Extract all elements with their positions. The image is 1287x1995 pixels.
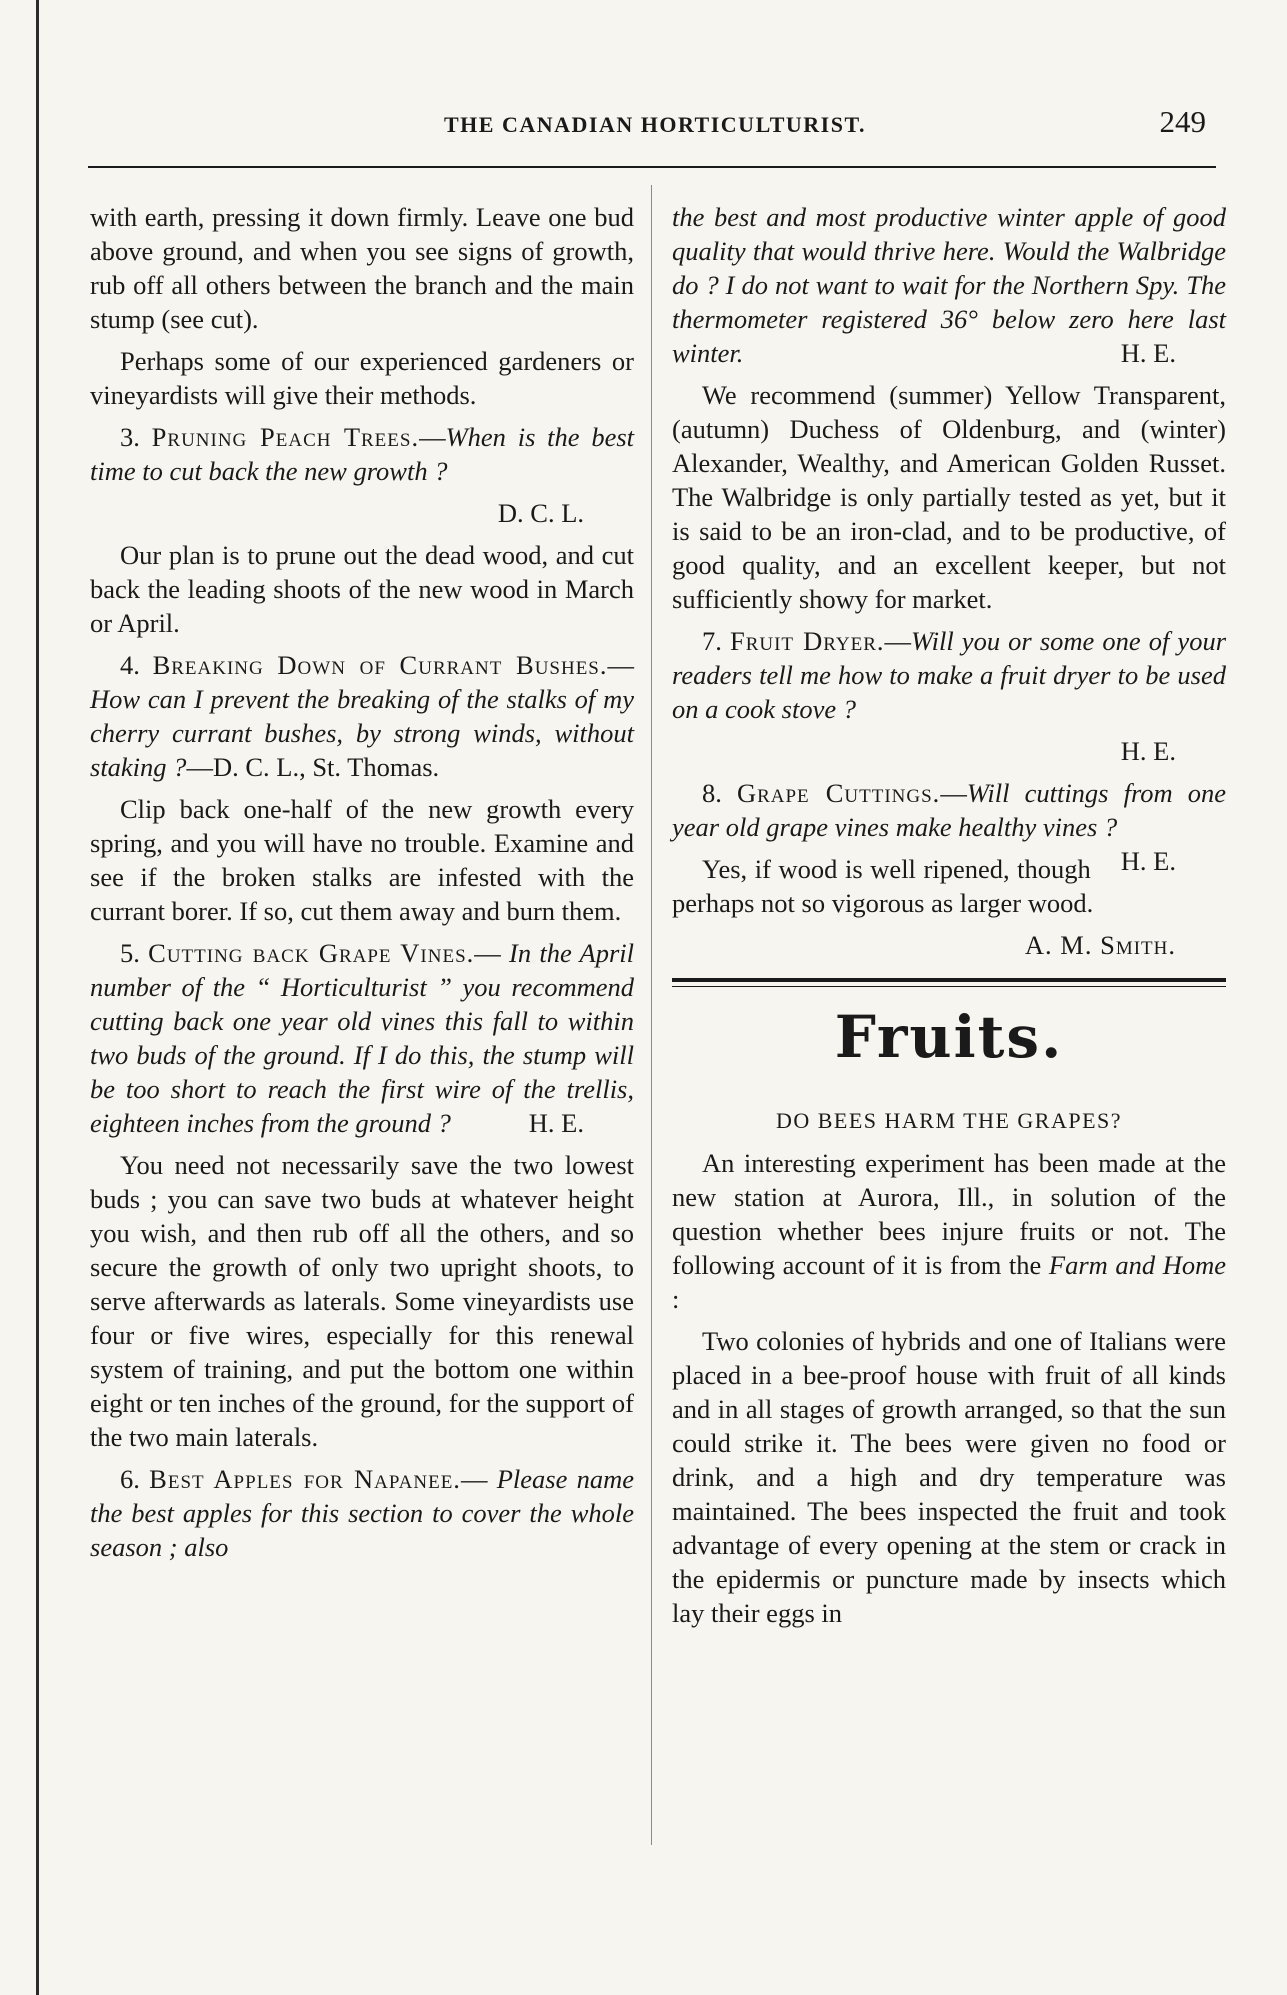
query-question: How can I prevent the breaking of the stalks of my cherry currant bushes, by strong winds, without staking ? [90,684,634,782]
query-dash: — [460,1464,488,1494]
query-signature: H. E. [1120,338,1176,368]
paragraph: with earth, pressing it down firmly. Leave one bud above ground, and when you see signs of growth, rub off all others between the branch and the main stump (see cut). [90,202,634,334]
article-paragraph: Two colonies of hybrids and one of Italians were placed in a bee-proof house with fruit of all kinds and in all stages of growth arranged, so that the sun could strike it. The bees were given no food or drink, and a high and dry temperature was maintained. The bees inspected the fruit and took advantage of every opening at the stem or crack in the epidermis or puncture made by insects which lay their eggs in [672,1326,1226,1628]
query-number: 6. [120,1464,140,1494]
query-number: 5. [120,938,140,968]
column-divider [651,185,652,1845]
query-8 [672,776,1226,876]
query-question: Will cuttings from one year old grape vines make healthy vines ? [672,778,1226,842]
answer-paragraph: Our plan is to prune out the dead wood, and cut back the leading shoots of the new wood in March or April. [90,540,634,638]
page-number: 249 [1159,104,1206,139]
query-3 [90,420,634,488]
query-number: 8. [702,778,722,808]
binding-edge [36,0,39,1995]
query-number: 7. [702,626,722,656]
article-text: An interesting experiment has been made at the new station at Aurora, Ill., in solution of the question whether bees injure fruits or not. The following account of it is from the [672,1148,1226,1280]
query-question: Please name the best apples for this section to cover the whole season ; also [90,1464,635,1562]
query-dash: — [474,938,501,968]
section-heading: Fruits. [834,1003,1064,1071]
answer-paragraph: We recommend (summer) Yellow Transparent, (autumn) Duchess of Oldenburg, and (winter) Alexander, Wealthy, and American Golden Russet. The Walbridge is only partially tested as yet, but it is said to be an iron-clad, and to be productive, of good quality, and an excellent keeper, but not sufficiently showy for market. [672,380,1226,614]
article-title: DO BEES HARM THE GRAPES? [775,1108,1123,1133]
query-dash: — [884,626,912,656]
answer-paragraph: You need not necessarily save the two lowest buds ; you can save two buds at whatever height you wish, and then rub off all the others, and so secure the growth of only two upright shoots, to serve afterwards as laterals. Some vineyardists use four or five wires, especially for this renewal system of training, and put the bottom one within eight or ten inches of the ground, for the support of the two main laterals. [90,1150,634,1452]
right-column [672,200,1226,1638]
header-rule [88,166,1216,168]
query-question: When is the best time to cut back the new growth ? [90,422,635,486]
query-title: Breaking Down of Currant Bushes. [152,650,608,680]
query-6 [90,1462,634,1564]
running-title: THE CANADIAN HORTICULTURIST. [443,112,867,137]
query-question: Will you or some one of your readers tell me how to make a fruit dryer to be used on a cook stove ? [672,626,1227,724]
query-question: the best and most productive winter apple of good quality that would thrive here. Would the Walbridge do ? I do not want to wait for the Northern Spy. The thermometer registered 36° below zero here last winter. [672,202,1226,368]
section-rule [672,976,1226,990]
query-title: Grape Cuttings. [736,778,941,808]
article-source: Farm and Home [1048,1250,1226,1280]
query-signature: H. E. [1120,846,1176,876]
query-number: 3. [120,422,140,452]
query-number: 4. [120,650,140,680]
query-title: Cutting back Grape Vines. [148,938,475,968]
query-7 [672,624,1226,726]
answer-paragraph: Clip back one-half of the new growth every spring, and you will have no trouble. Examine and see if the broken stalks are infested with the currant borer. If so, cut them away and burn them. [90,794,634,926]
query-title: Fruit Dryer. [729,626,885,656]
query-5 [90,936,634,1140]
query-title: Best Apples for Napanee. [149,1464,461,1494]
left-column [90,200,634,1572]
query-6-continued [672,200,1226,370]
query-question: In the April number of the “ Horticulturist ” you recommend cutting back one year old vines this fall to within two buds of the ground. If I do this, the stump will be too short to reach the first wire of the trellis, eighteen inches from the ground ? [90,938,635,1138]
paragraph: Perhaps some of our experienced gardeners or vineyardists will give their methods. [90,346,634,410]
query-signature: H. E. [528,1108,584,1138]
query-signature: D. C. L. [497,498,584,528]
article-paragraph [672,1146,1226,1316]
answer-author: A. M. Smith. [1024,930,1176,960]
query-signature: H. E. [1120,736,1176,766]
article-text: : [672,1284,680,1314]
query-title: Pruning Peach Trees. [151,422,420,452]
query-dash: — [419,422,446,452]
query-dash: — [940,778,967,808]
query-4 [90,648,634,784]
query-signature: —D. C. L., St. Thomas. [186,752,440,782]
page-header [90,100,1220,144]
answer-paragraph: Yes, if wood is well ripened, though perhaps not so vigorous as larger wood. [672,854,1094,918]
query-dash: — [607,650,635,680]
